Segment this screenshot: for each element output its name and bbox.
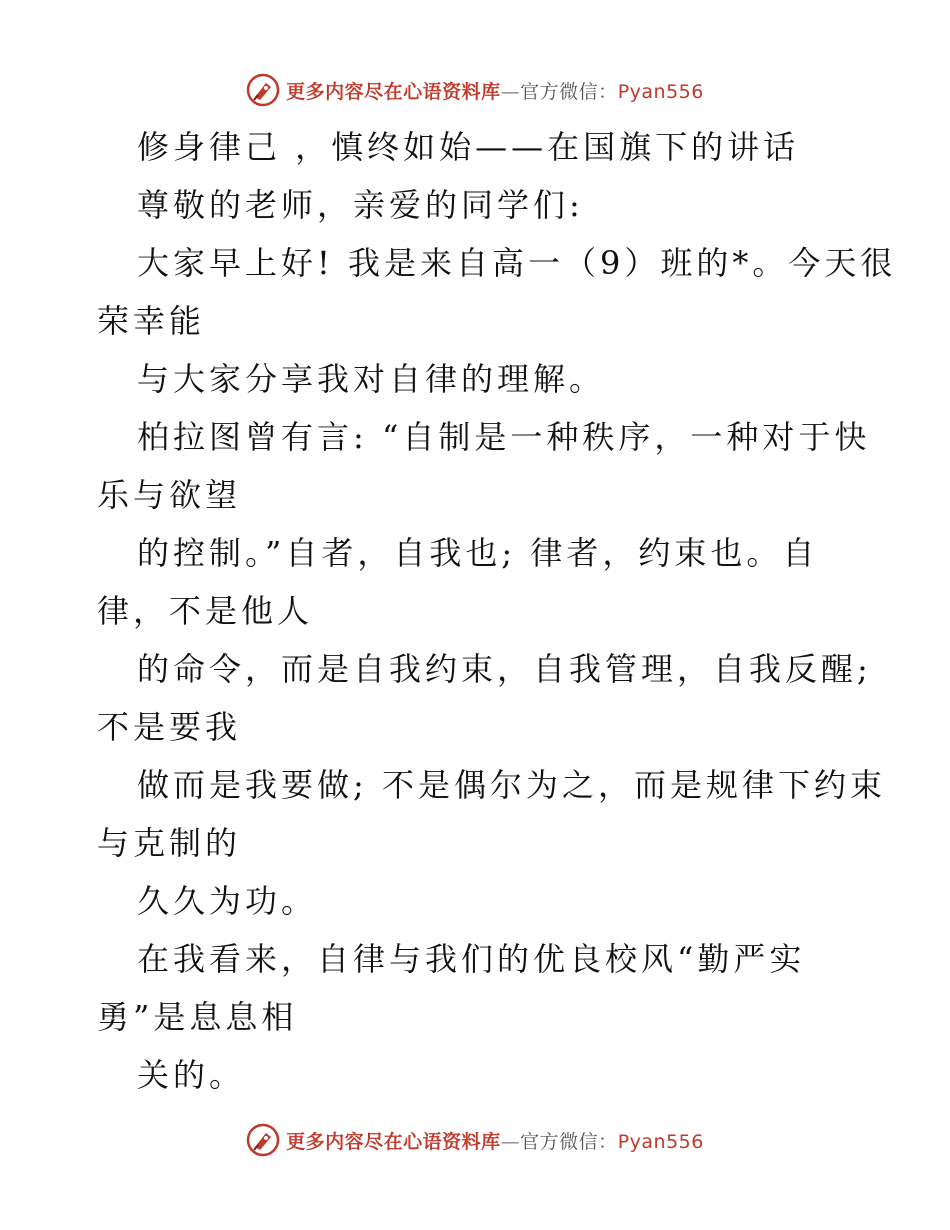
pen-nib-logo-icon <box>246 1123 280 1157</box>
banner-dash: — <box>500 80 521 103</box>
paragraph-line: 不是要我 <box>97 708 242 746</box>
header-banner <box>0 70 950 110</box>
paragraph-line: 柏拉图曾有言: “自制是一种秩序，一种对于快 <box>137 418 871 456</box>
document-title: 修身律己 ，慎终如始——在国旗下的讲话 <box>137 128 800 166</box>
footer-banner <box>0 1120 950 1160</box>
banner-wechat-label: 官方微信： <box>520 1130 618 1153</box>
banner-dash: — <box>500 1130 521 1153</box>
banner-wechat-label: 官方微信： <box>520 80 618 103</box>
document-body <box>97 118 897 1104</box>
salutation: 尊敬的老师，亲爱的同学们: <box>137 186 584 224</box>
paragraph-line: 的控制。”自者，自我也; 律者，约束也。自 <box>137 534 819 572</box>
paragraph-line: 大家早上好! 我是来自高一（9）班的*。今天很 <box>137 244 897 282</box>
paragraph-line: 做而是我要做; 不是偶尔为之，而是规律下约束 <box>137 766 886 804</box>
banner-brand-text: 更多内容尽在心语资料库 <box>286 80 501 103</box>
paragraph-line: 乐与欲望 <box>97 476 242 514</box>
banner-wechat-id: Pyan556 <box>617 80 704 103</box>
paragraph-line: 与克制的 <box>97 824 242 862</box>
paragraph-line: 的命令，而是自我约束，自我管理，自我反醒; <box>137 650 872 688</box>
paragraph-line: 勇”是息息相 <box>97 998 298 1036</box>
banner-brand-text: 更多内容尽在心语资料库 <box>286 1130 501 1153</box>
paragraph-line: 久久为功。 <box>137 882 318 920</box>
paragraph-line: 荣幸能 <box>97 302 206 340</box>
banner-wechat-id: Pyan556 <box>617 1130 704 1153</box>
pen-nib-logo-icon <box>246 73 280 107</box>
paragraph-line: 与大家分享我对自律的理解。 <box>137 360 606 398</box>
paragraph-line: 律，不是他人 <box>97 592 314 630</box>
paragraph-line: 在我看来，自律与我们的优良校风“勤严实 <box>137 940 806 978</box>
paragraph-line: 关的。 <box>137 1056 246 1094</box>
